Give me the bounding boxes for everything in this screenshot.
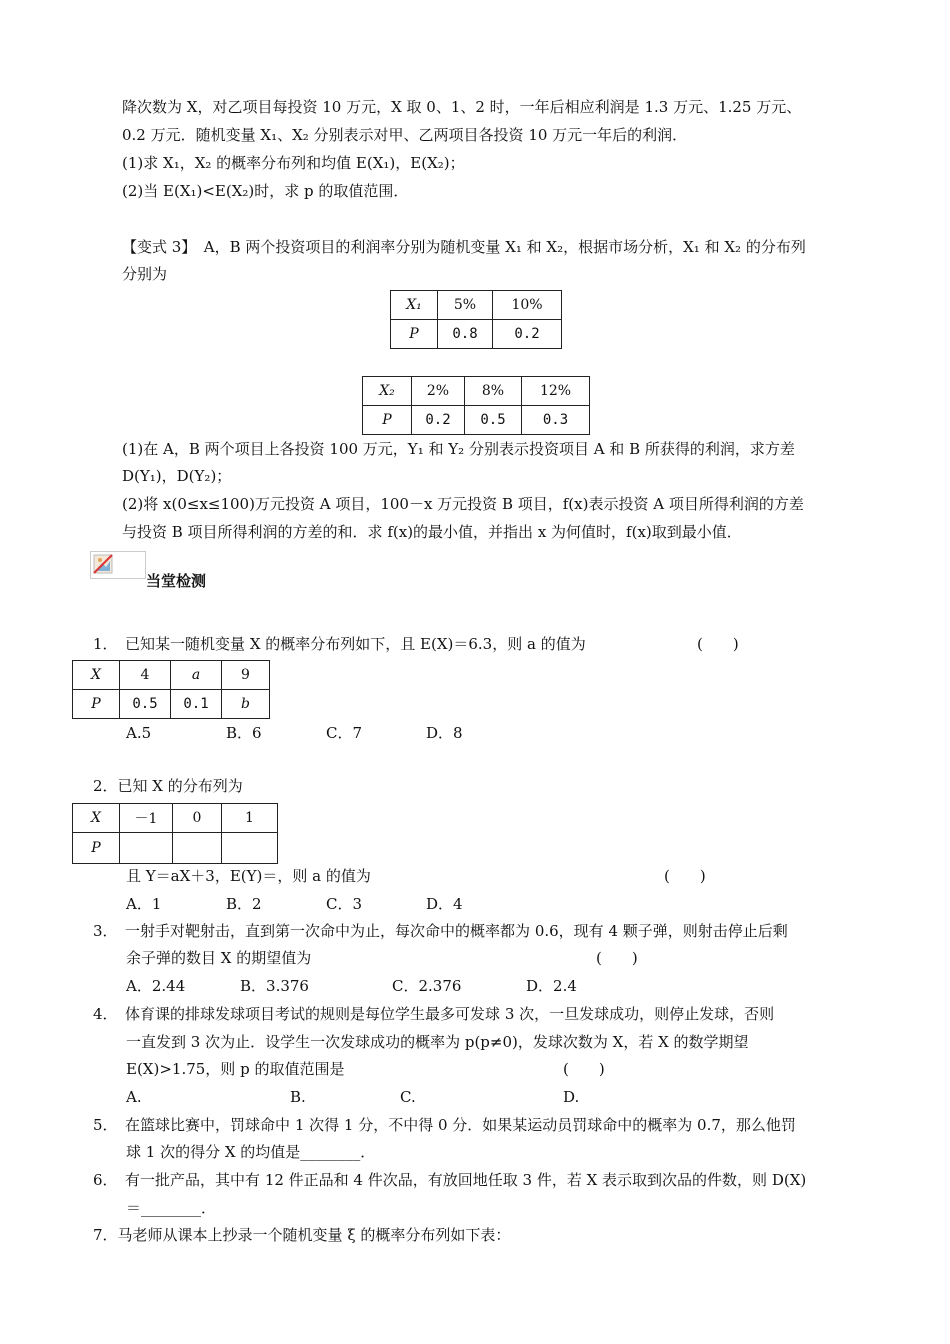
x2-distribution-table bbox=[362, 376, 590, 435]
q3-answer-paren: ( ) bbox=[596, 949, 638, 967]
table-cell: 0.5 bbox=[120, 690, 171, 719]
table-cell: P bbox=[391, 320, 438, 349]
q4-text-cont-2: E(X)>1.75，则 p 的取值范围是 bbox=[126, 1060, 345, 1078]
table-cell: a bbox=[171, 661, 222, 690]
q1-answer-paren: ( ) bbox=[697, 635, 739, 653]
variant3-heading: 【变式 3】 A，B 两个投资项目的利润率分别为随机变量 X₁ 和 X₂，根据市场分析，X₁ 和 X₂ 的分布列 bbox=[122, 238, 806, 256]
table-cell: 0.2 bbox=[493, 320, 562, 349]
variant3-question-1-cont: D(Y₁)，D(Y₂)； bbox=[122, 467, 232, 485]
table-cell: 0 bbox=[173, 804, 222, 833]
variant3-question-2: (2)将 x(0≤x≤100)万元投资 A 项目，100－x 万元投资 B 项目，f(x)表示投资 A 项目所得利润的方差 bbox=[122, 495, 804, 513]
top-question-2: (2)当 E(X₁)<E(X₂)时，求 p 的取值范围． bbox=[122, 182, 409, 200]
q1-choice-d: D．8 bbox=[426, 724, 463, 742]
q4-choice-d: D. bbox=[563, 1088, 580, 1106]
table-cell: P bbox=[73, 690, 120, 719]
table-cell: X bbox=[73, 804, 120, 833]
table-cell: X₁ bbox=[391, 291, 438, 320]
q4-choice-c: C. bbox=[400, 1088, 416, 1106]
variant3-question-2-cont: 与投资 B 项目所得利润的方差的和．求 f(x)的最小值，并指出 x 为何值时，f(x)取到最小值． bbox=[122, 523, 742, 541]
top-line-1: 降次数为 X，对乙项目每投资 10 万元，X 取 0、1、2 时，一年后相应利润是 1.3 万元、1.25 万元、 bbox=[122, 98, 802, 116]
table-cell: 4 bbox=[120, 661, 171, 690]
q2-text: 2．已知 X 的分布列为 bbox=[93, 777, 243, 795]
table-cell: 1 bbox=[222, 804, 278, 833]
q4-answer-paren: ( ) bbox=[563, 1060, 605, 1078]
table-cell: P bbox=[73, 833, 120, 864]
table-cell: 10% bbox=[493, 291, 562, 320]
q4-text-cont: 一直发到 3 次为止．设学生一次发球成功的概率为 p(p≠0)，发球次数为 X，若 X 的数学期望 bbox=[126, 1033, 749, 1051]
q3-choice-b: B．3.376 bbox=[240, 977, 309, 995]
q4-text: 4． 体育课的排球发球项目考试的规则是每位学生最多可发球 3 次，一旦发球成功，则停止发球，否则 bbox=[93, 1005, 775, 1023]
table-cell: 0.2 bbox=[412, 406, 465, 435]
table-cell: 12% bbox=[522, 377, 590, 406]
table-cell: 0.3 bbox=[522, 406, 590, 435]
table-cell: －1 bbox=[120, 804, 173, 833]
q4-choice-a: A. bbox=[126, 1088, 142, 1106]
q2-distribution-table bbox=[72, 803, 278, 864]
table-cell: b bbox=[222, 690, 270, 719]
q1-choice-c: C．7 bbox=[326, 724, 363, 742]
q2-choice-a: A．1 bbox=[126, 895, 162, 913]
table-cell bbox=[173, 833, 222, 864]
table-cell: 0.5 bbox=[465, 406, 522, 435]
x1-distribution-table bbox=[390, 290, 562, 349]
top-question-1: (1)求 X₁，X₂ 的概率分布列和均值 E(X₁)，E(X₂)； bbox=[122, 154, 465, 172]
q2-choice-b: B．2 bbox=[226, 895, 262, 913]
variant3-question-1: (1)在 A，B 两个项目上各投资 100 万元，Y₁ 和 Y₂ 分别表示投资项目 A 和 B 所获得的利润，求方差 bbox=[122, 440, 795, 458]
q3-choice-a: A．2.44 bbox=[126, 977, 186, 995]
q2-condition: 且 Y＝aX＋3，E(Y)＝，则 a 的值为 bbox=[126, 867, 371, 885]
q2-answer-paren: ( ) bbox=[664, 867, 706, 885]
q2-choice-d: D．4 bbox=[426, 895, 463, 913]
q1-choice-b: B．6 bbox=[226, 724, 262, 742]
q3-text-cont: 余子弹的数目 X 的期望值为 bbox=[126, 949, 312, 967]
table-cell bbox=[222, 833, 278, 864]
table-cell: X₂ bbox=[363, 377, 412, 406]
q5-text: 5． 在篮球比赛中，罚球命中 1 次得 1 分，不中得 0 分．如果某运动员罚球命中的概率为 0.7，那么他罚 bbox=[93, 1116, 796, 1134]
q6-text-cont: ＝________． bbox=[126, 1199, 217, 1217]
q3-choice-d: D．2.4 bbox=[526, 977, 577, 995]
q3-choice-c: C．2.376 bbox=[392, 977, 462, 995]
q6-text: 6． 有一批产品，其中有 12 件正品和 4 件次品，有放回地任取 3 件，若 X 表示取到次品的件数，则 D(X) bbox=[93, 1171, 807, 1189]
q7-text: 7．马老师从课本上抄录一个随机变量 ξ 的概率分布列如下表： bbox=[93, 1226, 511, 1244]
table-cell: 0.1 bbox=[171, 690, 222, 719]
table-cell: X bbox=[73, 661, 120, 690]
table-cell: 8% bbox=[465, 377, 522, 406]
variant3-heading-cont: 分别为 bbox=[122, 265, 168, 283]
table-cell: 0.8 bbox=[438, 320, 493, 349]
q5-text-cont: 球 1 次的得分 X 的均值是________． bbox=[126, 1143, 376, 1161]
section-title: 当堂检测 bbox=[146, 572, 207, 590]
broken-image-icon bbox=[90, 551, 146, 579]
q1-distribution-table bbox=[72, 660, 270, 719]
table-cell: 9 bbox=[222, 661, 270, 690]
q3-text: 3． 一射手对靶射击，直到第一次命中为止，每次命中的概率都为 0.6，现有 4 颗子弹，则射击停止后剩 bbox=[93, 922, 788, 940]
table-cell: 2% bbox=[412, 377, 465, 406]
table-cell bbox=[120, 833, 173, 864]
q1-choice-a: A.5 bbox=[126, 724, 152, 742]
table-cell: 5% bbox=[438, 291, 493, 320]
table-cell: P bbox=[363, 406, 412, 435]
q4-choice-b: B. bbox=[290, 1088, 306, 1106]
q2-choice-c: C．3 bbox=[326, 895, 363, 913]
top-line-2: 0.2 万元．随机变量 X₁、X₂ 分别表示对甲、乙两项目各投资 10 万元一年后的利润． bbox=[122, 126, 688, 144]
q1-text: 1． 已知某一随机变量 X 的概率分布列如下，且 E(X)＝6.3，则 a 的值为 bbox=[93, 635, 586, 653]
